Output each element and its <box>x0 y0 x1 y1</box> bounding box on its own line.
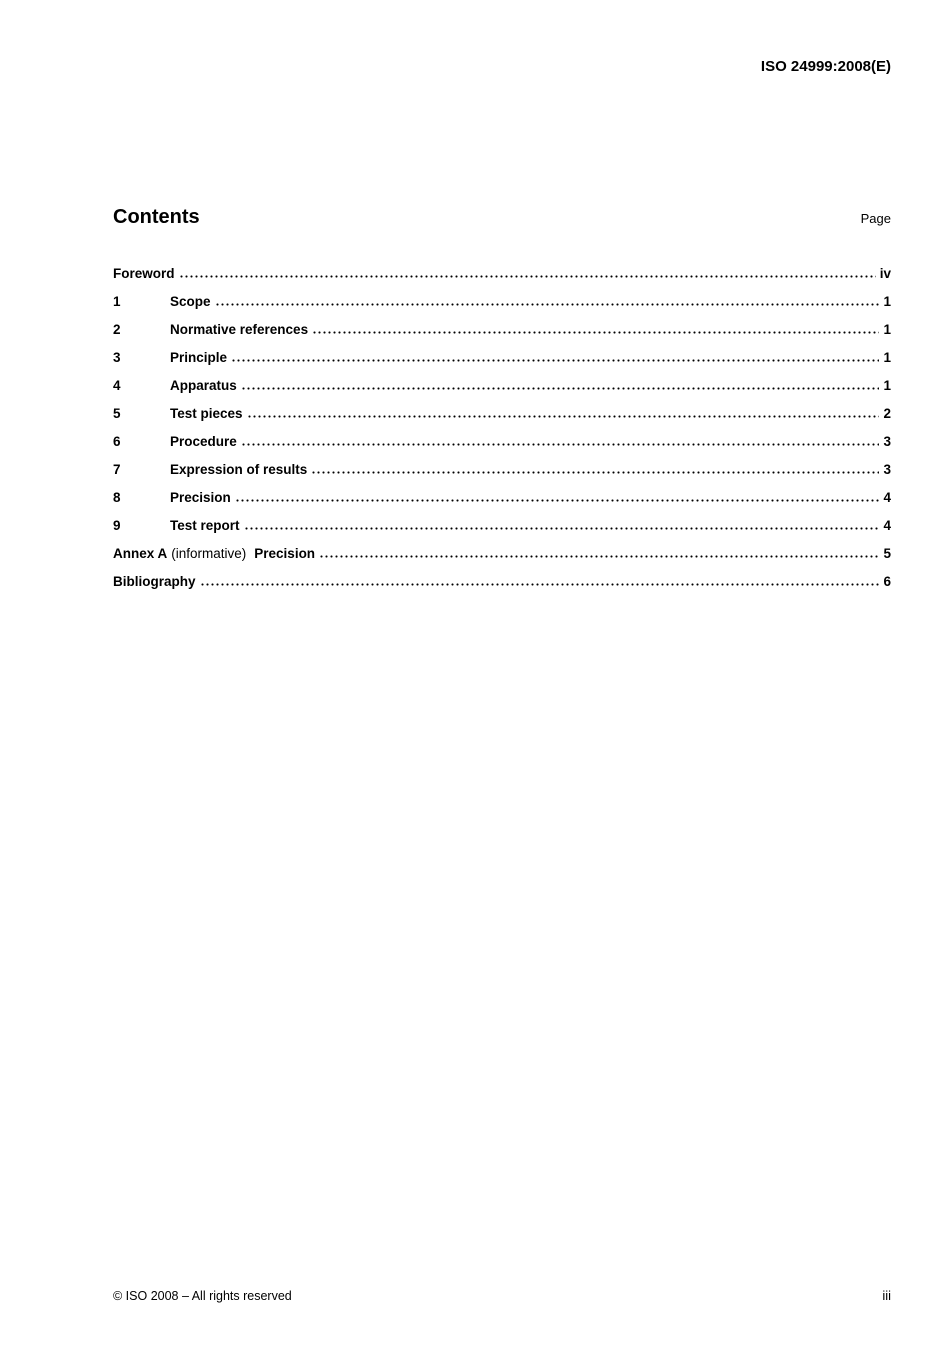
toc-entry-number: 4 <box>113 378 121 393</box>
toc-entry-label: Procedure <box>170 434 237 449</box>
toc-entry-number: 7 <box>113 462 121 477</box>
copyright-notice: © ISO 2008 – All rights reserved <box>113 1289 292 1303</box>
dot-leader <box>235 498 880 502</box>
dot-leader <box>312 330 879 334</box>
toc-entry[interactable] <box>113 490 891 518</box>
dot-leader <box>241 442 880 446</box>
toc-entry-label: Expression of results <box>170 462 308 477</box>
toc-entry[interactable] <box>113 294 891 322</box>
toc-entry-page: 3 <box>883 434 891 449</box>
toc-entry-page: 1 <box>883 294 891 309</box>
toc-entry-page: 6 <box>883 574 891 589</box>
dot-leader <box>215 302 880 306</box>
toc-entry[interactable] <box>113 322 891 350</box>
toc-entry-number: 3 <box>113 350 121 365</box>
toc-entry-label: Bibliography <box>113 574 196 589</box>
toc-entry-page: 4 <box>883 518 891 533</box>
dot-leader <box>319 554 879 558</box>
toc-entry[interactable] <box>113 350 891 378</box>
toc-entry[interactable] <box>113 434 891 462</box>
toc-entry[interactable] <box>113 406 891 434</box>
toc-entry-number: 1 <box>113 294 121 309</box>
toc-entry-subtitle: Precision <box>254 546 316 561</box>
toc-entry-number: 9 <box>113 518 121 533</box>
toc-entry-number: 5 <box>113 406 121 421</box>
toc-entry[interactable] <box>113 266 891 294</box>
dot-leader <box>179 274 876 278</box>
toc-entry-page: 5 <box>883 546 891 561</box>
toc-entry-number: 6 <box>113 434 121 449</box>
toc-entry-label: Scope <box>170 294 211 309</box>
toc-entry[interactable] <box>113 574 891 602</box>
contents-header <box>113 206 891 229</box>
page-column-label: Page <box>860 211 891 226</box>
toc-entry-number: 2 <box>113 322 121 337</box>
folio-page-number: iii <box>882 1288 891 1303</box>
toc-entry[interactable] <box>113 462 891 490</box>
toc-entry-label: Normative references <box>170 322 309 337</box>
toc-entry[interactable] <box>113 518 891 546</box>
dot-leader <box>200 582 880 586</box>
document-reference: ISO 24999:2008(E) <box>760 58 891 75</box>
toc-entry-label: Annex A <box>113 546 168 561</box>
toc-entry-label: Foreword <box>113 266 175 281</box>
toc-entry-label: Test pieces <box>170 406 243 421</box>
dot-leader <box>231 358 879 362</box>
toc-entry-label: Apparatus <box>170 378 237 393</box>
toc-entry-label: Precision <box>170 490 231 505</box>
contents-title: Contents <box>113 206 200 228</box>
toc-entry-page: 1 <box>883 350 891 365</box>
toc-entry-page: 3 <box>883 462 891 477</box>
toc-list <box>113 266 891 602</box>
dot-leader <box>311 470 879 474</box>
dot-leader <box>244 526 880 530</box>
toc-entry-page: 1 <box>883 378 891 393</box>
document-footer <box>113 1288 891 1303</box>
toc-entry-number: 8 <box>113 490 121 505</box>
toc-entry[interactable] <box>113 378 891 406</box>
dot-leader <box>247 414 880 418</box>
toc-entry-page: 1 <box>883 322 891 337</box>
toc-entry-label: Test report <box>170 518 240 533</box>
toc-entry-label: Principle <box>170 350 228 365</box>
dot-leader <box>241 386 880 390</box>
toc-entry[interactable] <box>113 546 891 574</box>
toc-entry-page: iv <box>879 266 891 281</box>
toc-entry-page: 2 <box>883 406 891 421</box>
toc-entry-page: 4 <box>883 490 891 505</box>
toc-entry-qualifier: (informative) <box>171 546 247 561</box>
